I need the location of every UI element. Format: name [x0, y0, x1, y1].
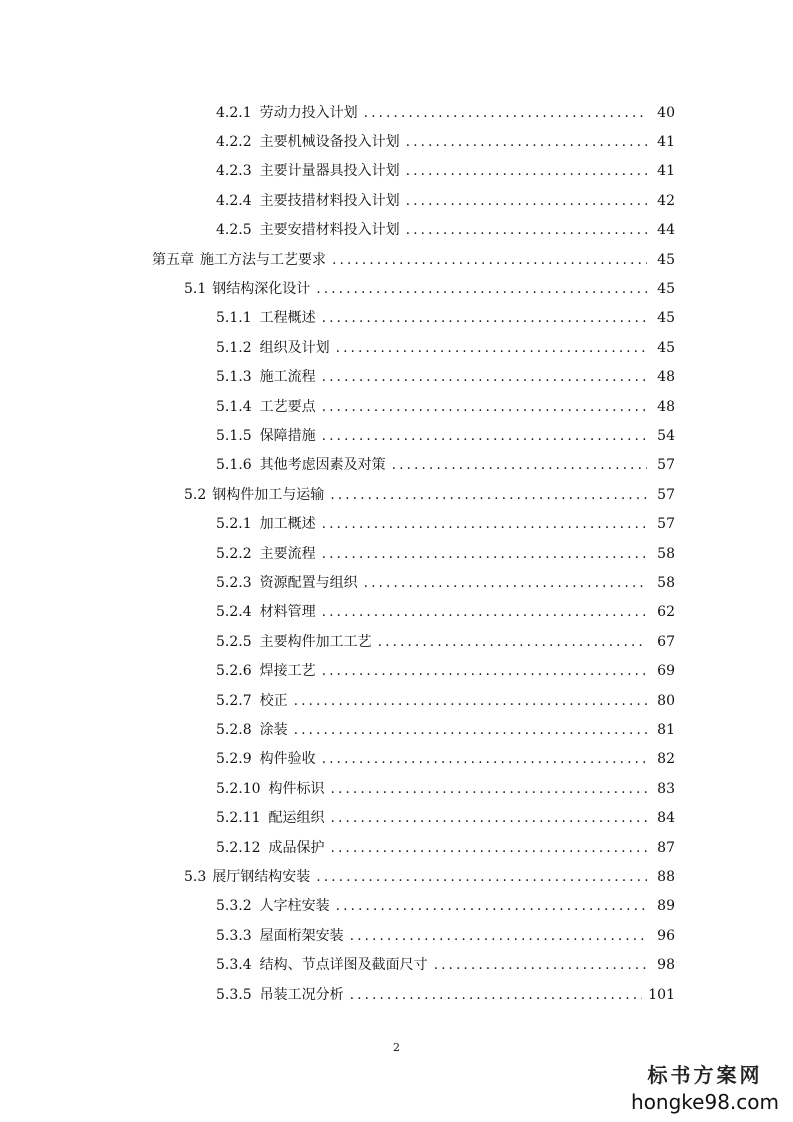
- toc-entry-number: 5.3.2: [216, 898, 252, 915]
- toc-entry-number: 5.2.1: [216, 516, 252, 533]
- toc-leader-dots: [322, 517, 647, 531]
- toc-entry[interactable]: [216, 186, 675, 215]
- toc-entry-number: 5.2.5: [216, 633, 252, 650]
- toc-entry-title: 材料管理: [259, 604, 316, 621]
- toc-entry-title: 涂装: [259, 721, 288, 738]
- toc-leader-dots: [406, 164, 647, 178]
- toc-entry[interactable]: [216, 892, 675, 921]
- toc-entry-number: 5.2.11: [216, 810, 261, 827]
- toc-entry-number: 5.1.3: [216, 369, 252, 386]
- toc-leader-dots: [322, 605, 647, 619]
- toc-entry-page: 87: [657, 839, 675, 856]
- watermark-url: hongke98.com: [631, 1090, 779, 1114]
- toc-entry-page: 67: [657, 633, 675, 650]
- watermark-name: 标书方案网: [647, 1063, 763, 1087]
- toc-leader-dots: [364, 576, 647, 590]
- toc-entry-page: 45: [657, 280, 675, 297]
- toc-leader-dots: [316, 282, 647, 296]
- toc-entry-page: 58: [657, 545, 675, 562]
- toc-entry-number: 5.2.2: [216, 545, 252, 562]
- toc-entry-title: 构件标识: [268, 780, 325, 797]
- toc-entry-page: 83: [657, 780, 675, 797]
- toc-entry[interactable]: [216, 216, 675, 245]
- toc-entry-number: 5.1.2: [216, 339, 252, 356]
- toc-leader-dots: [322, 400, 647, 414]
- toc-leader-dots: [336, 341, 647, 355]
- toc-entry-page: 98: [657, 957, 675, 974]
- toc-entry-page: 58: [657, 574, 675, 591]
- toc-entry-page: 45: [657, 251, 675, 268]
- toc-entry[interactable]: [216, 951, 675, 980]
- toc-entry-title: 主要安措材料投入计划: [259, 222, 400, 239]
- toc-entry-page: 57: [657, 516, 675, 533]
- toc-leader-dots: [406, 223, 647, 237]
- toc-entry-number: 5.3.5: [216, 986, 252, 1003]
- toc-entry[interactable]: [216, 98, 675, 127]
- toc-leader-dots: [331, 811, 647, 825]
- toc-entry-page: 84: [657, 810, 675, 827]
- toc-entry-page: 80: [657, 692, 675, 709]
- toc-leader-dots: [332, 253, 647, 267]
- toc-entry-page: 88: [657, 868, 675, 885]
- toc-entry[interactable]: [216, 127, 675, 156]
- toc-entry-number: 5.1.6: [216, 457, 252, 474]
- toc-entry[interactable]: [216, 833, 675, 862]
- toc-entry-title: 展厅钢结构安装: [212, 868, 311, 885]
- toc-entry[interactable]: [216, 774, 675, 803]
- toc-entry-page: 81: [657, 721, 675, 738]
- toc-entry-page: 89: [657, 898, 675, 915]
- toc-entry-title: 校正: [259, 692, 288, 709]
- toc-entry-title: 吊装工况分析: [259, 986, 344, 1003]
- toc-entry-title: 主要技措材料投入计划: [259, 192, 400, 209]
- toc-entry-title: 资源配置与组织: [259, 574, 358, 591]
- toc-entry-title: 主要构件加工工艺: [259, 633, 372, 650]
- toc-entry[interactable]: [216, 451, 675, 480]
- toc-entry-page: 82: [657, 751, 675, 768]
- toc-entry[interactable]: [216, 568, 675, 597]
- toc-entry-title: 钢结构深化设计: [212, 280, 311, 297]
- toc-entry-title: 构件验收: [259, 751, 316, 768]
- toc-entry-number: 5.1.1: [216, 310, 252, 327]
- toc-entry-title: 工艺要点: [259, 398, 316, 415]
- toc-entry-page: 101: [648, 986, 675, 1003]
- toc-leader-dots: [322, 429, 647, 443]
- toc-entry-page: 42: [657, 192, 675, 209]
- toc-leader-dots: [316, 870, 647, 884]
- toc-leader-dots: [336, 899, 647, 913]
- toc-entry-page: 57: [657, 457, 675, 474]
- toc-entry[interactable]: [216, 980, 675, 1009]
- toc-entry-page: 45: [657, 339, 675, 356]
- toc-entry-number: 5.2.3: [216, 574, 252, 591]
- toc-entry-title: 配运组织: [268, 810, 325, 827]
- toc-leader-dots: [322, 752, 647, 766]
- toc-entry-page: 96: [657, 927, 675, 944]
- toc-entry[interactable]: [184, 862, 675, 891]
- toc-entry-number: 4.2.2: [216, 133, 252, 150]
- toc-leader-dots: [322, 370, 647, 384]
- toc-entry-page: 45: [657, 310, 675, 327]
- toc-entry[interactable]: [184, 480, 675, 509]
- toc-entry-page: 54: [657, 427, 675, 444]
- toc-entry-title: 钢构件加工与运输: [212, 486, 325, 503]
- toc-entry-number: 5.2.4: [216, 604, 252, 621]
- toc-entry-page: 57: [657, 486, 675, 503]
- toc-entry[interactable]: [216, 657, 675, 686]
- toc-entry[interactable]: [216, 421, 675, 450]
- toc-entry[interactable]: [216, 745, 675, 774]
- toc-entry-number: 4.2.5: [216, 222, 252, 239]
- toc-entry[interactable]: [216, 157, 675, 186]
- toc-leader-dots: [406, 135, 647, 149]
- toc-entry-title: 屋面桁架安装: [259, 927, 344, 944]
- toc-entry-title: 加工概述: [259, 516, 316, 533]
- toc-entry-number: 5.3: [184, 868, 207, 885]
- toc-leader-dots: [378, 635, 647, 649]
- toc-entry-number: 4.2.3: [216, 163, 252, 180]
- toc-leader-dots: [330, 488, 647, 502]
- toc-leader-dots: [331, 782, 647, 796]
- toc-entry-title: 结构、节点详图及截面尺寸: [259, 957, 428, 974]
- toc-entry-title: 人字柱安装: [259, 898, 330, 915]
- toc-entry-title: 劳动力投入计划: [259, 104, 358, 121]
- toc-entry-title: 主要计量器具投入计划: [259, 163, 400, 180]
- toc-entry-page: 48: [657, 398, 675, 415]
- toc-entry[interactable]: [216, 539, 675, 568]
- toc-entry-number: 5.1.4: [216, 398, 252, 415]
- toc-entry-number: 5.3.4: [216, 957, 252, 974]
- toc-entry-page: 62: [657, 604, 675, 621]
- toc-leader-dots: [322, 311, 647, 325]
- toc-entry[interactable]: [216, 333, 675, 362]
- toc-entry-number: 5.2.8: [216, 721, 252, 738]
- toc-entry-number: 5.1.5: [216, 427, 252, 444]
- toc-entry-page: 41: [657, 133, 675, 150]
- toc-entry-title: 工程概述: [259, 310, 316, 327]
- toc-leader-dots: [294, 694, 647, 708]
- toc-entry-number: 5.3.3: [216, 927, 252, 944]
- toc-entry-title: 主要机械设备投入计划: [259, 133, 400, 150]
- toc-entry[interactable]: [216, 715, 675, 744]
- toc-entry[interactable]: [216, 686, 675, 715]
- toc-entry[interactable]: [216, 510, 675, 539]
- toc-entry-number: 5.2.7: [216, 692, 252, 709]
- toc-leader-dots: [350, 988, 643, 1002]
- toc-entry-number: 4.2.1: [216, 104, 252, 121]
- toc-leader-dots: [392, 458, 647, 472]
- toc-entry[interactable]: [216, 627, 675, 656]
- toc-leader-dots: [322, 547, 647, 561]
- toc-entry[interactable]: [216, 804, 675, 833]
- toc-entry-number: 5.2: [184, 486, 207, 503]
- toc-entry-number: 4.2.4: [216, 192, 252, 209]
- toc-entry[interactable]: [152, 245, 675, 274]
- toc-entry-page: 44: [657, 222, 675, 239]
- toc-entry-title: 其他考虑因素及对策: [259, 457, 386, 474]
- toc-entry-page: 41: [657, 163, 675, 180]
- toc-entry-title: 保障措施: [259, 427, 316, 444]
- toc-entry-number: 5.1: [184, 280, 207, 297]
- toc-entry-number: 5.2.6: [216, 663, 252, 680]
- toc-leader-dots: [364, 106, 647, 120]
- toc-entry-page: 69: [657, 663, 675, 680]
- toc-entry-page: 40: [657, 104, 675, 121]
- toc-entry-title: 主要流程: [259, 545, 316, 562]
- toc-entry[interactable]: [216, 363, 675, 392]
- toc-entry-title: 施工流程: [259, 369, 316, 386]
- toc-entry-page: 48: [657, 369, 675, 386]
- toc-leader-dots: [434, 958, 647, 972]
- toc-entry[interactable]: [216, 598, 675, 627]
- toc-entry-title: 组织及计划: [259, 339, 330, 356]
- toc-entry[interactable]: [216, 392, 675, 421]
- toc-entry-number: 5.2.10: [216, 780, 261, 797]
- toc-entry[interactable]: [216, 921, 675, 950]
- toc-leader-dots: [406, 194, 647, 208]
- toc-leader-dots: [322, 664, 647, 678]
- toc-entry-title: 焊接工艺: [259, 663, 316, 680]
- toc-entry-number: 5.2.9: [216, 751, 252, 768]
- toc-entry-title: 施工方法与工艺要求: [200, 251, 326, 268]
- toc-entry[interactable]: [184, 274, 675, 303]
- toc-entry-number: 第五章: [152, 251, 194, 268]
- toc-entry-number: 5.2.12: [216, 839, 261, 856]
- toc-leader-dots: [350, 929, 647, 943]
- toc-entry[interactable]: [216, 304, 675, 333]
- toc-leader-dots: [331, 841, 647, 855]
- toc-leader-dots: [294, 723, 647, 737]
- toc-entry-title: 成品保护: [268, 839, 325, 856]
- watermark: [631, 1059, 779, 1114]
- page-number: 2: [393, 1041, 400, 1054]
